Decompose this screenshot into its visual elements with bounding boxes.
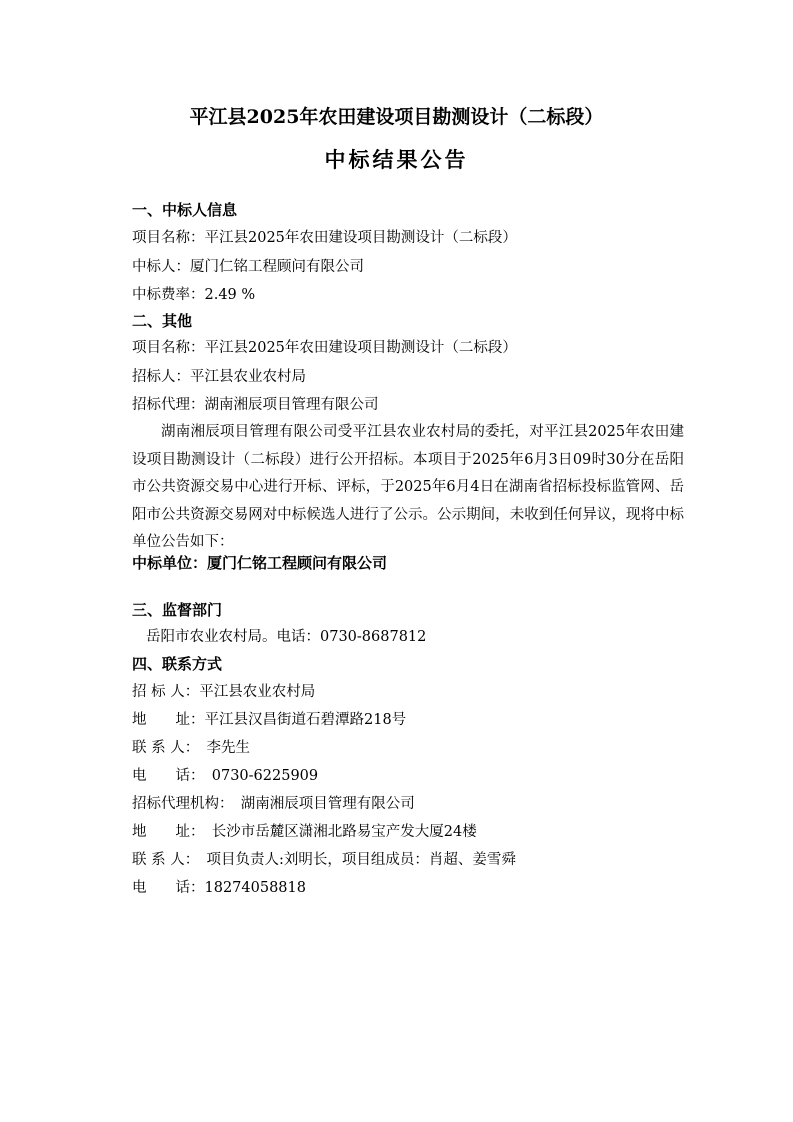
agency-phone: 电 话：18274058818 — [132, 880, 306, 896]
supervision-content: 岳阳市农业农村局。电话：0730-8687812 — [146, 629, 427, 645]
contact-phone: 电 话： 0730-6225909 — [132, 768, 319, 784]
winner-line: 中标人：厦门仁铭工程顾问有限公司 — [132, 259, 364, 275]
section-heading-other: 二、其他 — [132, 312, 193, 330]
document-subtitle: 中标结果公告 — [324, 147, 469, 172]
agency-contact: 联 系 人： 项目负责人:刘明长，项目组成员：肖超、姜雪舜 — [132, 852, 516, 868]
project-name-line: 项目名称：平江县2025年农田建设项目勘测设计（二标段） — [132, 230, 517, 246]
tender-agent-line: 招标代理：湖南湘辰项目管理有限公司 — [132, 397, 379, 413]
contact-address: 地 址：平江县汉昌街道石碧潭路218号 — [132, 712, 407, 728]
section-heading-supervision: 三、监督部门 — [132, 601, 223, 619]
contact-person: 联 系 人： 李先生 — [132, 740, 250, 756]
document-title: 平江县2025年农田建设项目勘测设计（二标段） — [189, 106, 604, 128]
project-name-line-2: 项目名称：平江县2025年农田建设项目勘测设计（二标段） — [132, 340, 517, 356]
contact-tenderer: 招 标 人：平江县农业农村局 — [132, 684, 316, 700]
section-heading-winner-info: 一、中标人信息 — [132, 201, 238, 219]
fee-rate-line: 中标费率：2.49 % — [132, 287, 256, 303]
announcement-paragraph: 湖南湘辰项目管理有限公司受平江县农业农村局的委托，对平江县2025年农田建设项目勘测设计（二标段）进行公开招标。本项目于2025年6月3日09时30分在岳阳市公共资源交易中心进行开标、评标，于2025年6月4日在湖南省招标投标监管网、岳阳市公共资源交易网对中标候选人进行了公示。公示期间，未收到任何异议，现将中标单位公告如下： — [132, 424, 684, 550]
agency-name: 招标代理机构： 湖南湘辰项目管理有限公司 — [132, 796, 415, 812]
section-heading-contact: 四、联系方式 — [132, 655, 223, 673]
agency-address: 地 址： 长沙市岳麓区潇湘北路易宝产发大厦24楼 — [132, 824, 477, 840]
winning-unit-line: 中标单位：厦门仁铭工程顾问有限公司 — [132, 554, 388, 572]
tenderer-line: 招标人：平江县农业农村局 — [132, 369, 306, 385]
